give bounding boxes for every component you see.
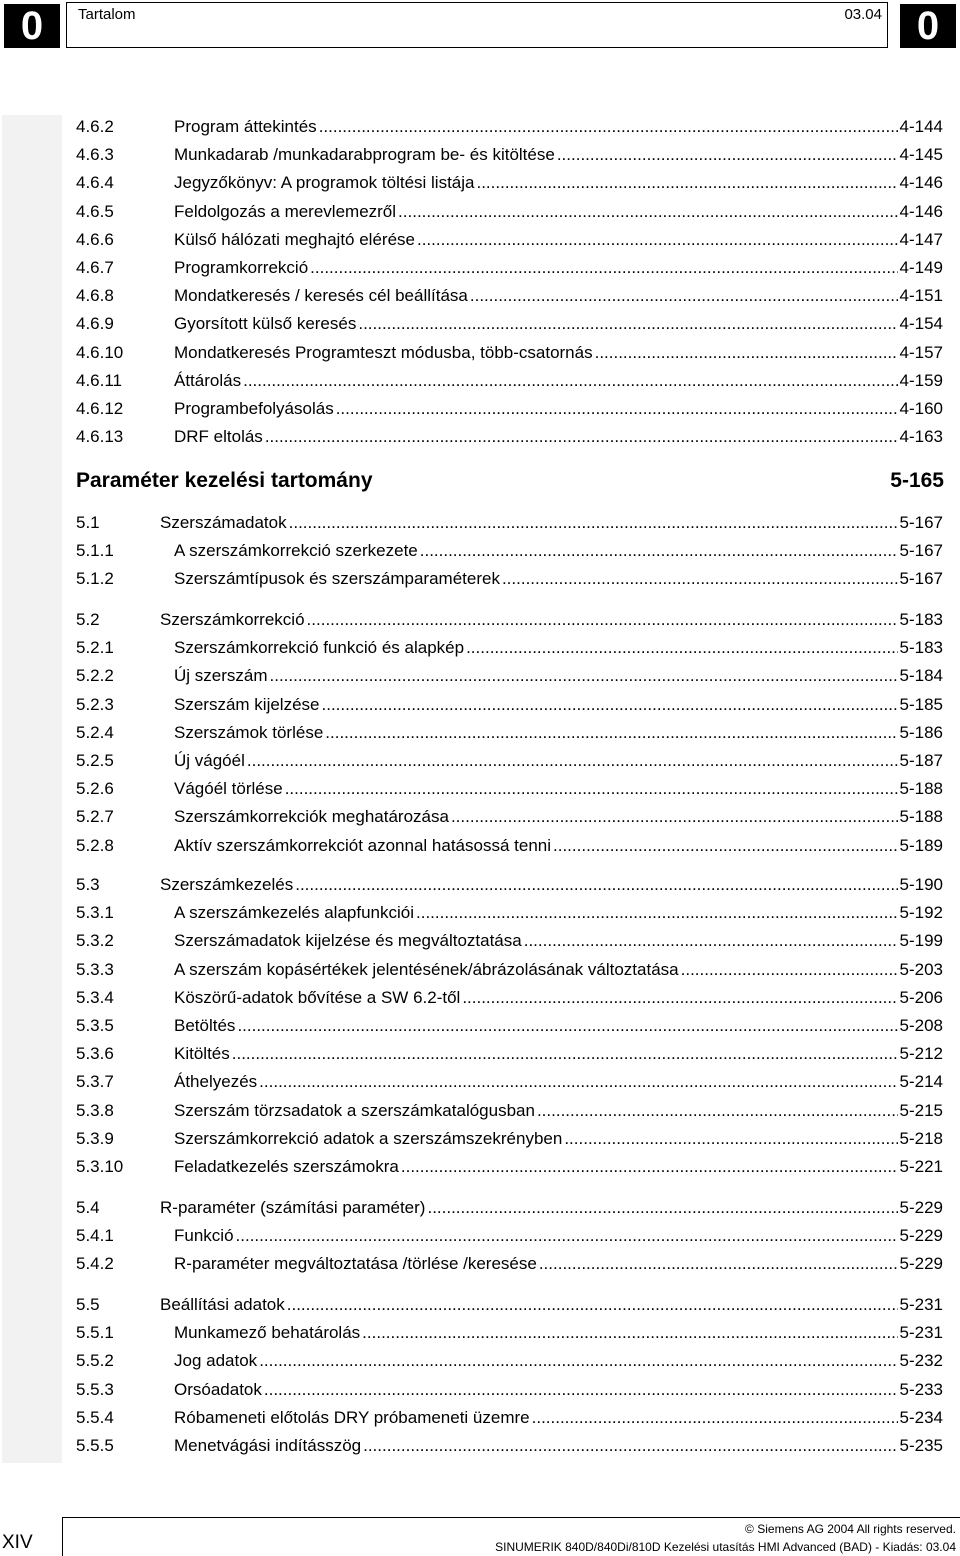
toc-entry-page: 4-163 (899, 427, 943, 447)
toc-entry[interactable] (0, 200, 960, 224)
toc-entry-title: Szerszámkorrekció adatok a szerszámszekrényben (174, 1128, 563, 1148)
toc-entry[interactable] (0, 1014, 960, 1038)
chapter-heading[interactable] (76, 466, 944, 496)
toc-entry-title: A szerszámkezelés alapfunkciói (174, 903, 415, 923)
header-frame (66, 2, 888, 48)
toc-entry-page: 5-212 (899, 1044, 943, 1064)
toc-entry-number: 5.3.6 (76, 1044, 114, 1064)
toc-dot-leader (259, 1070, 897, 1094)
toc-entry-page: 4-145 (899, 145, 943, 165)
toc-entry-number: 5.5.1 (76, 1323, 114, 1343)
toc-entry-page: 4-144 (899, 117, 943, 136)
toc-dot-leader (363, 1434, 897, 1458)
toc-entry[interactable] (0, 1378, 960, 1402)
toc-entry-page: 4-146 (899, 173, 943, 193)
toc-entry-page: 5-199 (899, 931, 943, 951)
footer-rule (62, 1517, 960, 1518)
toc-dot-leader (401, 1155, 898, 1179)
toc-entry-page: 4-149 (899, 258, 943, 277)
toc-entry-title: Orsóadatok (174, 1379, 262, 1399)
toc-entry[interactable] (0, 1155, 960, 1179)
toc-entry[interactable] (0, 1127, 960, 1151)
toc-entry-title: Feldolgozás a merevlemezről (174, 201, 397, 221)
toc-dot-leader (264, 1378, 898, 1402)
toc-entry[interactable] (0, 1434, 960, 1458)
toc-dot-leader (232, 1042, 898, 1066)
toc-entry-number: 5.3.3 (76, 959, 114, 979)
toc-entry-title: Szerszámtípusok és szerszámparaméterek (174, 569, 500, 589)
toc-entry-number: 5.3.4 (76, 987, 114, 1007)
toc-entry[interactable] (0, 256, 960, 280)
header-title: Tartalom (78, 6, 136, 23)
toc-entry-title: Gyorsított külső keresés (174, 314, 357, 334)
toc-entry-page: 5-206 (899, 987, 943, 1007)
toc-entry-page: 5-234 (899, 1407, 943, 1427)
toc-entry[interactable] (0, 1099, 960, 1123)
toc-entry-title: Szerszámadatok (160, 513, 287, 532)
toc-entry-page: 4-151 (899, 286, 943, 306)
toc-entry-number: 5.3.1 (76, 903, 114, 923)
toc-dot-leader (416, 901, 898, 925)
toc-entry[interactable] (0, 1042, 960, 1066)
toc-entry-number: 5.5.5 (76, 1436, 114, 1455)
toc-entry-title: Áthelyezés (174, 1072, 258, 1092)
toc-entry-title: Menetvágási indításszög (174, 1436, 362, 1455)
toc-entry[interactable] (0, 664, 960, 688)
toc-entry-title: R-paraméter megváltoztatása /törlése /keresése (174, 1254, 537, 1274)
toc-dot-leader (681, 958, 898, 982)
toc-entry-title: Munkamező behatárolás (174, 1323, 361, 1343)
toc-dot-leader (243, 369, 897, 393)
toc-entry[interactable] (0, 1321, 960, 1345)
toc-dot-leader (564, 1127, 897, 1151)
toc-entry-page: 5-232 (899, 1351, 943, 1371)
toc-entry[interactable] (0, 777, 960, 801)
toc-entry[interactable] (0, 608, 960, 632)
toc-dot-leader (532, 1406, 898, 1430)
toc-dot-leader (502, 567, 898, 591)
toc-entry-title: Új szerszám (174, 666, 268, 686)
toc-dot-leader (557, 143, 898, 167)
toc-dot-leader (417, 228, 898, 252)
toc-entry-title: Kitöltés (174, 1044, 230, 1064)
toc-entry-page: 5-203 (899, 959, 943, 979)
toc-entry-title: Vágóél törlése (174, 779, 283, 799)
toc-entry-title: DRF eltolás (174, 427, 263, 447)
toc-entry-page: 5-221 (899, 1157, 943, 1176)
toc-entry-number: 5.3.9 (76, 1128, 114, 1148)
chapter-page: 5-165 (890, 469, 944, 492)
toc-entry-page: 5-188 (899, 779, 943, 799)
toc-entry[interactable] (0, 901, 960, 925)
toc-entry[interactable] (0, 721, 960, 745)
toc-entry-number: 5.2.1 (76, 638, 114, 658)
toc-dot-leader (336, 397, 898, 421)
toc-entry[interactable] (0, 636, 960, 660)
toc-dot-leader (451, 805, 898, 829)
toc-entry-page: 5-187 (899, 751, 943, 770)
toc-entry-page: 5-184 (899, 666, 943, 686)
toc-entry-number: 4.6.2 (76, 117, 114, 136)
toc-entry-title: Róbameneti előtolás DRY próbameneti üzemre (174, 1407, 530, 1427)
toc-entry[interactable] (0, 341, 960, 365)
toc-dot-leader (289, 511, 898, 535)
toc-entry-number: 4.6.4 (76, 173, 114, 193)
toc-dot-leader (476, 171, 897, 195)
toc-entry-title: Funkció (174, 1226, 234, 1246)
toc-entry-number: 4.6.9 (76, 314, 114, 334)
toc-entry-number: 5.2.2 (76, 666, 114, 686)
toc-entry-page: 5-233 (899, 1379, 943, 1399)
footer-copyright: © Siemens AG 2004 All rights reserved. (745, 1522, 956, 1536)
toc-entry-number: 4.6.10 (76, 342, 124, 362)
toc-entry-title: Mondatkeresés Programteszt módusba, több-csatornás (174, 342, 593, 362)
toc-dot-leader (595, 341, 898, 365)
toc-entry[interactable] (0, 511, 960, 535)
toc-entry-number: 4.6.13 (76, 427, 124, 447)
toc-dot-leader (259, 1349, 897, 1373)
toc-entry-title: Szerszámok törlése (174, 722, 324, 742)
toc-entry[interactable] (0, 1349, 960, 1373)
toc-entry-title: Jog adatok (174, 1351, 258, 1371)
toc-entry-title: R-paraméter (számítási paraméter) (160, 1198, 426, 1217)
toc-entry-page: 5-188 (899, 807, 943, 827)
toc-dot-leader (362, 1321, 897, 1345)
toc-dot-leader (539, 1252, 898, 1276)
toc-dot-leader (427, 1196, 897, 1220)
toc-entry[interactable] (0, 929, 960, 953)
toc-entry-title: A szerszám kopásértékek jelentésének/ábrázolásának változtatása (174, 959, 679, 979)
toc-entry-title: Betöltés (174, 1016, 236, 1035)
toc-dot-leader (236, 1224, 898, 1248)
toc-entry[interactable] (0, 986, 960, 1010)
toc-entry-page: 5-167 (899, 513, 943, 532)
toc-entry[interactable] (0, 425, 960, 449)
toc-entry-page: 4-157 (899, 342, 943, 362)
toc-entry-page: 5-183 (899, 610, 943, 629)
toc-entry-number: 5.2.8 (76, 835, 114, 855)
toc-entry[interactable] (0, 567, 960, 591)
toc-entry-title: Szerszámkorrekciók meghatározása (174, 807, 449, 827)
chapter-marker-left: 0 (4, 4, 60, 48)
toc-entry-page: 5-185 (899, 694, 943, 714)
toc-entry-number: 5.5 (76, 1295, 100, 1314)
toc-entry-number: 5.2 (76, 610, 100, 629)
toc-entry-title: Külső hálózati meghajtó elérése (174, 229, 415, 249)
toc-entry[interactable] (0, 539, 960, 563)
toc-dot-leader (524, 929, 898, 953)
toc-entry-number: 5.2.4 (76, 722, 114, 742)
toc-entry-title: Beállítási adatok (160, 1295, 285, 1314)
toc-entry-number: 5.3.2 (76, 931, 114, 951)
toc-entry[interactable] (0, 312, 960, 336)
toc-entry-page: 4-147 (899, 229, 943, 249)
chapter-marker-right: 0 (900, 4, 956, 48)
toc-dot-leader (325, 721, 897, 745)
toc-entry-title: Programkorrekció (174, 258, 309, 277)
toc-entry-title: Feladatkezelés szerszámokra (174, 1157, 399, 1176)
toc-dot-leader (466, 636, 897, 660)
toc-entry-page: 4-154 (899, 314, 943, 334)
toc-dot-leader (247, 749, 898, 773)
toc-entry-number: 5.5.3 (76, 1379, 114, 1399)
toc-entry-number: 5.4.2 (76, 1254, 114, 1274)
toc-entry-title: Mondatkeresés / keresés cél beállítása (174, 286, 468, 306)
toc-entry[interactable] (0, 1406, 960, 1430)
footer-page-number: XIV (2, 1532, 33, 1553)
footer-divider (62, 1517, 63, 1556)
toc-entry-number: 4.6.8 (76, 286, 114, 306)
toc-dot-leader (285, 777, 898, 801)
toc-entry-number: 5.2.3 (76, 694, 114, 714)
toc-entry-page: 5-214 (899, 1072, 943, 1092)
toc-entry-page: 5-192 (899, 903, 943, 923)
toc-entry-title: A szerszámkorrekció szerkezete (174, 541, 418, 561)
toc-entry-page: 5-167 (899, 541, 943, 561)
toc-entry-number: 5.1.2 (76, 569, 114, 589)
toc-entry[interactable] (0, 1196, 960, 1220)
toc-entry[interactable] (0, 143, 960, 167)
toc-entry-title: Szerszámkorrekció funkció és alapkép (174, 638, 465, 658)
toc-entry-title: Program áttekintés (174, 117, 317, 136)
toc-dot-leader (287, 1293, 898, 1317)
toc-entry-title: Szerszám kijelzése (174, 694, 320, 714)
toc-dot-leader (237, 1014, 897, 1038)
header-date: 03.04 (844, 6, 882, 23)
toc-dot-leader (322, 693, 898, 717)
toc-entry[interactable] (0, 284, 960, 308)
toc-entry[interactable] (0, 805, 960, 829)
toc-dot-leader (537, 1099, 898, 1123)
toc-entry-page: 5-235 (899, 1436, 943, 1455)
toc-entry-title: Új vágóél (174, 751, 245, 770)
toc-entry-number: 5.3.10 (76, 1157, 124, 1176)
toc-dot-leader (358, 312, 897, 336)
toc-dot-leader (462, 986, 897, 1010)
toc-entry[interactable] (0, 1224, 960, 1248)
toc-entry[interactable] (0, 749, 960, 773)
toc-entry-title: Szerszám törzsadatok a szerszámkatalógusban (174, 1100, 535, 1120)
toc-entry-page: 5-229 (899, 1254, 943, 1274)
toc-entry-page: 5-231 (899, 1323, 943, 1343)
toc-entry-page: 5-189 (899, 835, 943, 855)
toc-dot-leader (307, 608, 898, 632)
toc-entry-title: Áttárolás (174, 370, 242, 390)
toc-entry[interactable] (0, 115, 960, 139)
toc-entry-number: 4.6.11 (76, 370, 123, 390)
toc-entry-page: 5-190 (899, 875, 943, 894)
toc-dot-leader (310, 256, 897, 280)
toc-entry-number: 5.5.2 (76, 1351, 114, 1371)
toc-entry[interactable] (0, 834, 960, 858)
toc-entry-title: Köszörű-adatok bővítése a SW 6.2-től (174, 987, 461, 1007)
toc-entry-page: 5-229 (899, 1226, 943, 1246)
toc-entry[interactable] (0, 873, 960, 897)
toc-dot-leader (319, 115, 898, 139)
toc-entry-page: 4-146 (899, 201, 943, 221)
toc-entry-number: 4.6.12 (76, 399, 124, 418)
toc-entry[interactable] (0, 693, 960, 717)
toc-entry-title: Szerszámadatok kijelzése és megváltoztatása (174, 931, 522, 951)
toc-entry-page: 5-229 (899, 1198, 943, 1217)
toc-entry[interactable] (0, 1293, 960, 1317)
toc-entry-page: 5-208 (899, 1016, 943, 1035)
toc-entry-number: 5.3 (76, 875, 100, 894)
toc-dot-leader (553, 834, 898, 858)
toc-entry-page: 5-215 (899, 1100, 943, 1120)
toc-entry[interactable] (0, 1070, 960, 1094)
toc-dot-leader (265, 425, 898, 449)
toc-dot-leader (470, 284, 898, 308)
toc-dot-leader (398, 200, 897, 224)
toc-entry-number: 5.5.4 (76, 1407, 114, 1427)
toc-entry-number: 5.2.6 (76, 779, 114, 799)
toc-entry-page: 5-186 (899, 722, 943, 742)
toc-entry-number: 5.2.5 (76, 751, 114, 770)
toc-entry-number: 5.2.7 (76, 807, 114, 827)
toc-entry-number: 5.1.1 (76, 541, 114, 561)
toc-entry-page: 5-183 (899, 638, 943, 658)
footer-document-title: SINUMERIK 840D/840Di/810D Kezelési utasítás HMI Advanced (BAD) - Kiadás: 03.04 (495, 1540, 956, 1554)
toc-entry-number: 5.1 (76, 513, 100, 532)
toc-entry-number: 4.6.6 (76, 229, 114, 249)
toc-entry[interactable] (0, 369, 960, 393)
toc-entry-title: Aktív szerszámkorrekciót azonnal hatásossá tenni (174, 835, 552, 855)
toc-dot-leader (420, 539, 898, 563)
toc-entry-title: Szerszámkorrekció (160, 610, 305, 629)
toc-entry-number: 5.4.1 (76, 1226, 114, 1246)
toc-dot-leader (270, 664, 898, 688)
toc-entry-page: 5-231 (899, 1295, 943, 1314)
toc-entry[interactable] (0, 228, 960, 252)
chapter-title: Paraméter kezelési tartomány (76, 469, 373, 492)
toc-entry-number: 4.6.7 (76, 258, 114, 277)
toc-entry[interactable] (0, 1252, 960, 1276)
toc-entry[interactable] (0, 171, 960, 195)
toc-dot-leader (295, 873, 897, 897)
toc-entry-number: 5.3.7 (76, 1072, 114, 1092)
toc-entry-number: 4.6.3 (76, 145, 114, 165)
toc-entry[interactable] (0, 958, 960, 982)
toc-entry-title: Munkadarab /munkadarabprogram be- és kitöltése (174, 145, 555, 165)
toc-entry-page: 5-167 (899, 569, 943, 589)
toc-entry-title: Programbefolyásolás (174, 399, 334, 418)
toc-entry-number: 5.4 (76, 1198, 100, 1217)
toc-entry-title: Jegyzőkönyv: A programok töltési listája (174, 173, 475, 193)
toc-entry-page: 5-218 (899, 1128, 943, 1148)
toc-entry-number: 4.6.5 (76, 201, 114, 221)
toc-entry-number: 5.3.8 (76, 1100, 114, 1120)
toc-entry-page: 4-160 (899, 399, 943, 418)
toc-entry-number: 5.3.5 (76, 1016, 114, 1035)
toc-entry[interactable] (0, 397, 960, 421)
toc-entry-title: Szerszámkezelés (160, 875, 294, 894)
toc-entry-page: 4-159 (899, 370, 943, 390)
